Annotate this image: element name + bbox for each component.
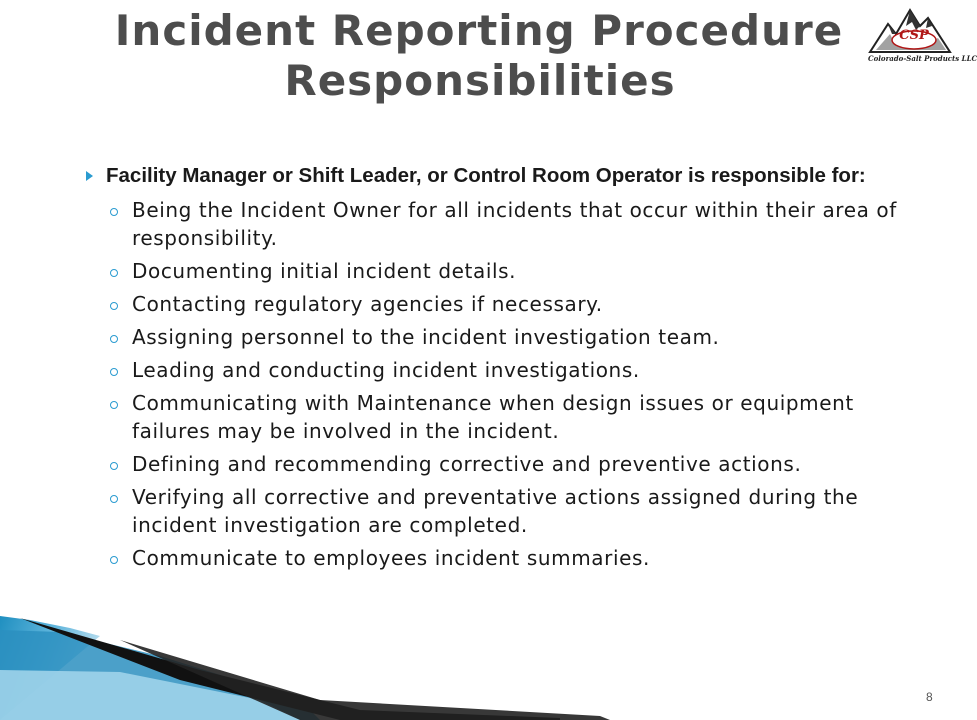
list-item xyxy=(86,257,906,285)
list-item xyxy=(86,356,906,384)
logo-mark-text: CSP xyxy=(899,28,929,43)
list-item-text: Communicating with Maintenance when design issues or equipment failures may be involved in the incident. xyxy=(132,391,854,443)
list-item-text: Leading and conducting incident investigations. xyxy=(132,358,640,382)
list-item-text: Being the Incident Owner for all incidents that occur within their area of responsibility. xyxy=(132,198,897,250)
list-item xyxy=(86,389,906,445)
slide-number: 8 xyxy=(926,690,933,704)
triangle-bullet-icon xyxy=(86,171,93,181)
ring-bullet-icon xyxy=(110,335,118,343)
main-bullet xyxy=(86,162,906,190)
list-item xyxy=(86,290,906,318)
list-item-text: Communicate to employees incident summaries. xyxy=(132,546,651,570)
sub-bullet-list xyxy=(86,196,906,572)
slide-title xyxy=(0,6,977,106)
slide-title-line-1: Incident Reporting Procedure xyxy=(114,6,844,55)
main-bullet-text: Facility Manager or Shift Leader, or Control Room Operator is responsible for: xyxy=(106,164,866,187)
logo-caption: Colorado-Salt Products LLC xyxy=(868,54,977,63)
list-item xyxy=(86,483,906,539)
list-item-text: Verifying all corrective and preventative actions assigned during the incident investigation are completed. xyxy=(132,485,859,537)
decorative-swoosh xyxy=(0,560,620,720)
ring-bullet-icon xyxy=(110,269,118,277)
list-item xyxy=(86,196,906,252)
slide-title-line-2: Responsibilities xyxy=(284,56,676,105)
ring-bullet-icon xyxy=(110,462,118,470)
ring-bullet-icon xyxy=(110,401,118,409)
list-item-text: Documenting initial incident details. xyxy=(132,259,517,283)
list-item-text: Contacting regulatory agencies if necessary. xyxy=(132,292,603,316)
ring-bullet-icon xyxy=(110,495,118,503)
list-item-text: Assigning personnel to the incident investigation team. xyxy=(132,325,720,349)
ring-bullet-icon xyxy=(110,368,118,376)
ring-bullet-icon xyxy=(110,302,118,310)
ring-bullet-icon xyxy=(110,208,118,216)
list-item xyxy=(86,450,906,478)
slide-body xyxy=(86,162,906,577)
list-item xyxy=(86,323,906,351)
company-logo xyxy=(868,4,977,68)
list-item-text: Defining and recommending corrective and preventive actions. xyxy=(132,452,802,476)
